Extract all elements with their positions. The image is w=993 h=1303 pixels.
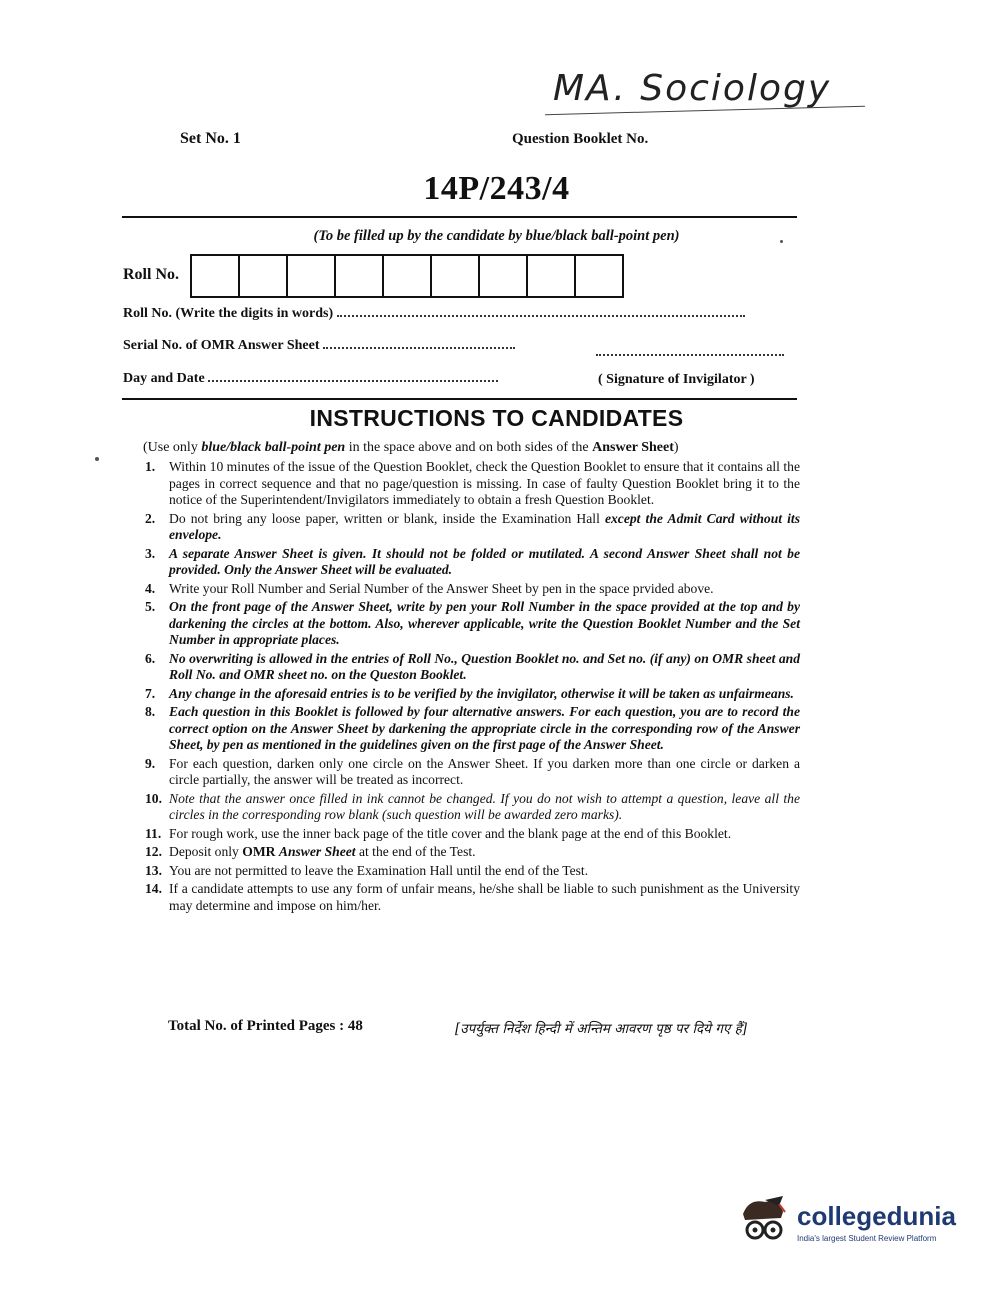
instruction-text: Within 10 minutes of the issue of the Question Booklet, check the Question Booklet to ensure that it contains all the pages in correct sequence and that no page/question is missing. In case of faulty Question Booklet bring it to the notice of the Superintendent/Invigilators immediately to obtain a fresh Question Booklet. bbox=[169, 459, 800, 507]
instruction-8 bbox=[145, 704, 800, 754]
instruction-text: If a candidate attempts to use any form of unfair means, he/she shall be liable to such punishment as the University may determine and impose on him/her. bbox=[169, 881, 800, 913]
instruction-text-emph: Answer Sheet bbox=[278, 844, 356, 859]
day-date-label: Day and Date bbox=[123, 371, 205, 386]
roll-no-boxes[interactable] bbox=[190, 254, 624, 298]
middle-divider bbox=[122, 398, 797, 400]
total-printed-pages: Total No. of Printed Pages : 48 bbox=[168, 1018, 363, 1034]
instruction-text: A separate Answer Sheet is given. It should not be folded or mutilated. A second Answer Sheet shall not be provided. Only the Answer Sheet will be evaluated. bbox=[169, 545, 800, 577]
instruction-3 bbox=[145, 546, 800, 579]
paper-code: 14P/243/4 bbox=[423, 170, 570, 207]
question-booklet-number-label: Question Booklet No. bbox=[512, 131, 649, 147]
roll-digit-box[interactable] bbox=[336, 256, 384, 296]
instruction-number: 3. bbox=[145, 545, 156, 561]
day-date-row bbox=[123, 370, 498, 387]
instruction-text-plain: at the end of the Test. bbox=[355, 844, 476, 859]
logo-tagline: India's largest Student Review Platform bbox=[797, 1234, 937, 1243]
instructions-intro bbox=[143, 440, 679, 456]
instruction-number: 7. bbox=[145, 685, 156, 701]
instruction-1 bbox=[145, 459, 800, 509]
handwritten-title: MA. Sociology bbox=[553, 68, 832, 109]
signature-label: ( Signature of Invigilator ) bbox=[598, 372, 755, 387]
instruction-6 bbox=[145, 651, 800, 684]
instruction-12 bbox=[145, 844, 800, 861]
roll-digit-box[interactable] bbox=[576, 256, 622, 296]
roll-no-label: Roll No. bbox=[123, 266, 179, 283]
instruction-text bbox=[169, 511, 800, 544]
instruction-5 bbox=[145, 599, 800, 649]
instruction-number: 12. bbox=[145, 844, 162, 859]
scan-speck bbox=[780, 240, 783, 243]
hindi-note: [उपर्युक्त निर्देश हिन्दी में अन्तिम आवरण पृष्ठ पर दिये गए हैं] bbox=[455, 1021, 748, 1037]
instruction-text: Note that the answer once filled in ink cannot be changed. If you do not wish to attempt a question, leave all the circles in the corresponding row blank (such question will be awarded zero marks). bbox=[169, 790, 800, 822]
logo-text-group bbox=[797, 1201, 956, 1243]
instruction-number: 1. bbox=[145, 459, 156, 474]
set-number: Set No. 1 bbox=[180, 130, 241, 147]
roll-no-words-label: Roll No. (Write the digits in words) bbox=[123, 306, 334, 321]
instruction-number: 11. bbox=[145, 825, 162, 841]
intro-pen: blue/black ball-point pen bbox=[201, 440, 346, 455]
collegedunia-logo[interactable] bbox=[735, 1196, 956, 1248]
instruction-number: 4. bbox=[145, 580, 156, 596]
instruction-number: 13. bbox=[145, 862, 162, 878]
intro-answer-sheet: Answer Sheet bbox=[592, 440, 674, 455]
intro-text: (Use only bbox=[143, 440, 202, 455]
instruction-text: For each question, darken only one circle on the Answer Sheet. If you darken more than one circle or darken a circle partially, the answer will be treated as incorrect. bbox=[169, 755, 800, 787]
serial-no-label: Serial No. of OMR Answer Sheet bbox=[123, 338, 320, 353]
instruction-2 bbox=[145, 511, 800, 544]
serial-no-row bbox=[123, 337, 515, 354]
roll-no-words-row bbox=[123, 305, 745, 322]
instruction-text: No overwriting is allowed in the entries of Roll No., Question Booklet no. and Set no. (if any) on OMR sheet and Roll No. and OMR sheet no. on the Queston Booklet. bbox=[169, 650, 800, 682]
instructions-heading: INSTRUCTIONS TO CANDIDATES bbox=[309, 405, 684, 431]
instruction-text: You are not permitted to leave the Examination Hall until the end of the Test. bbox=[169, 862, 589, 878]
instruction-number: 8. bbox=[145, 704, 156, 719]
instruction-text-plain: Do not bring any loose paper, written or blank, inside the Examination Hall bbox=[169, 510, 605, 526]
roll-digit-box[interactable] bbox=[288, 256, 336, 296]
instruction-13 bbox=[145, 863, 800, 880]
instruction-text: Any change in the aforesaid entries is to be verified by the invigilator, otherwise it will be taken as unfairmeans. bbox=[169, 685, 794, 701]
instruction-number: 14. bbox=[145, 881, 162, 896]
instruction-4 bbox=[145, 581, 800, 598]
instruction-number: 5. bbox=[145, 599, 156, 614]
instruction-text: Write your Roll Number and Serial Number of the Answer Sheet by pen in the space prvided above. bbox=[169, 580, 714, 596]
instruction-text: Each question in this Booklet is followed by four alternative answers. For each question, you are to record the correct option on the Answer Sheet by darkening the appropriate circle in the corresponding row of the Answer Sheet, by pen as mentioned in the guidelines given on the first page of the Answer Sheet. bbox=[169, 704, 800, 752]
roll-digit-box[interactable] bbox=[480, 256, 528, 296]
roll-digit-box[interactable] bbox=[528, 256, 576, 296]
instruction-11 bbox=[145, 826, 800, 843]
mascot-glasses-icon bbox=[735, 1196, 791, 1248]
day-date-field[interactable] bbox=[208, 370, 498, 382]
instruction-number: 9. bbox=[145, 755, 156, 771]
instruction-number: 10. bbox=[145, 790, 162, 806]
instruction-text-bold: OMR bbox=[242, 844, 279, 859]
roll-digit-box[interactable] bbox=[192, 256, 240, 296]
top-divider bbox=[122, 216, 797, 218]
intro-text: in the space above and on both sides of the bbox=[345, 440, 593, 455]
instruction-text-plain: Deposit only bbox=[169, 844, 243, 859]
instruction-9 bbox=[145, 756, 800, 789]
instruction-text: For rough work, use the inner back page of the title cover and the blank page at the end of this Booklet. bbox=[169, 825, 732, 841]
instruction-14 bbox=[145, 881, 800, 914]
scan-speck bbox=[95, 457, 99, 461]
roll-no-words-field[interactable] bbox=[337, 305, 745, 317]
logo-wordmark: collegedunia bbox=[797, 1201, 956, 1231]
instruction-10 bbox=[145, 791, 800, 824]
instruction-7 bbox=[145, 686, 800, 703]
roll-digit-box[interactable] bbox=[240, 256, 288, 296]
fill-note: (To be filled up by the candidate by blue/black ball-point pen) bbox=[313, 228, 680, 244]
instruction-text-emph: except the Admit Card without its envelope. bbox=[169, 510, 801, 542]
serial-no-field[interactable] bbox=[323, 337, 515, 349]
instruction-number: 2. bbox=[145, 510, 156, 526]
signature-line[interactable] bbox=[596, 354, 784, 356]
roll-digit-box[interactable] bbox=[432, 256, 480, 296]
instruction-text: On the front page of the Answer Sheet, write by pen your Roll Number in the space provided at the top and by darkening the circles at the bottom. Also, wherever applicable, write the Question Booklet Number and the Set Number in appropriate places. bbox=[169, 599, 800, 647]
roll-digit-box[interactable] bbox=[384, 256, 432, 296]
instruction-text bbox=[169, 844, 800, 861]
intro-text: ) bbox=[673, 440, 679, 455]
instructions-list bbox=[145, 459, 800, 916]
instruction-number: 6. bbox=[145, 650, 156, 666]
